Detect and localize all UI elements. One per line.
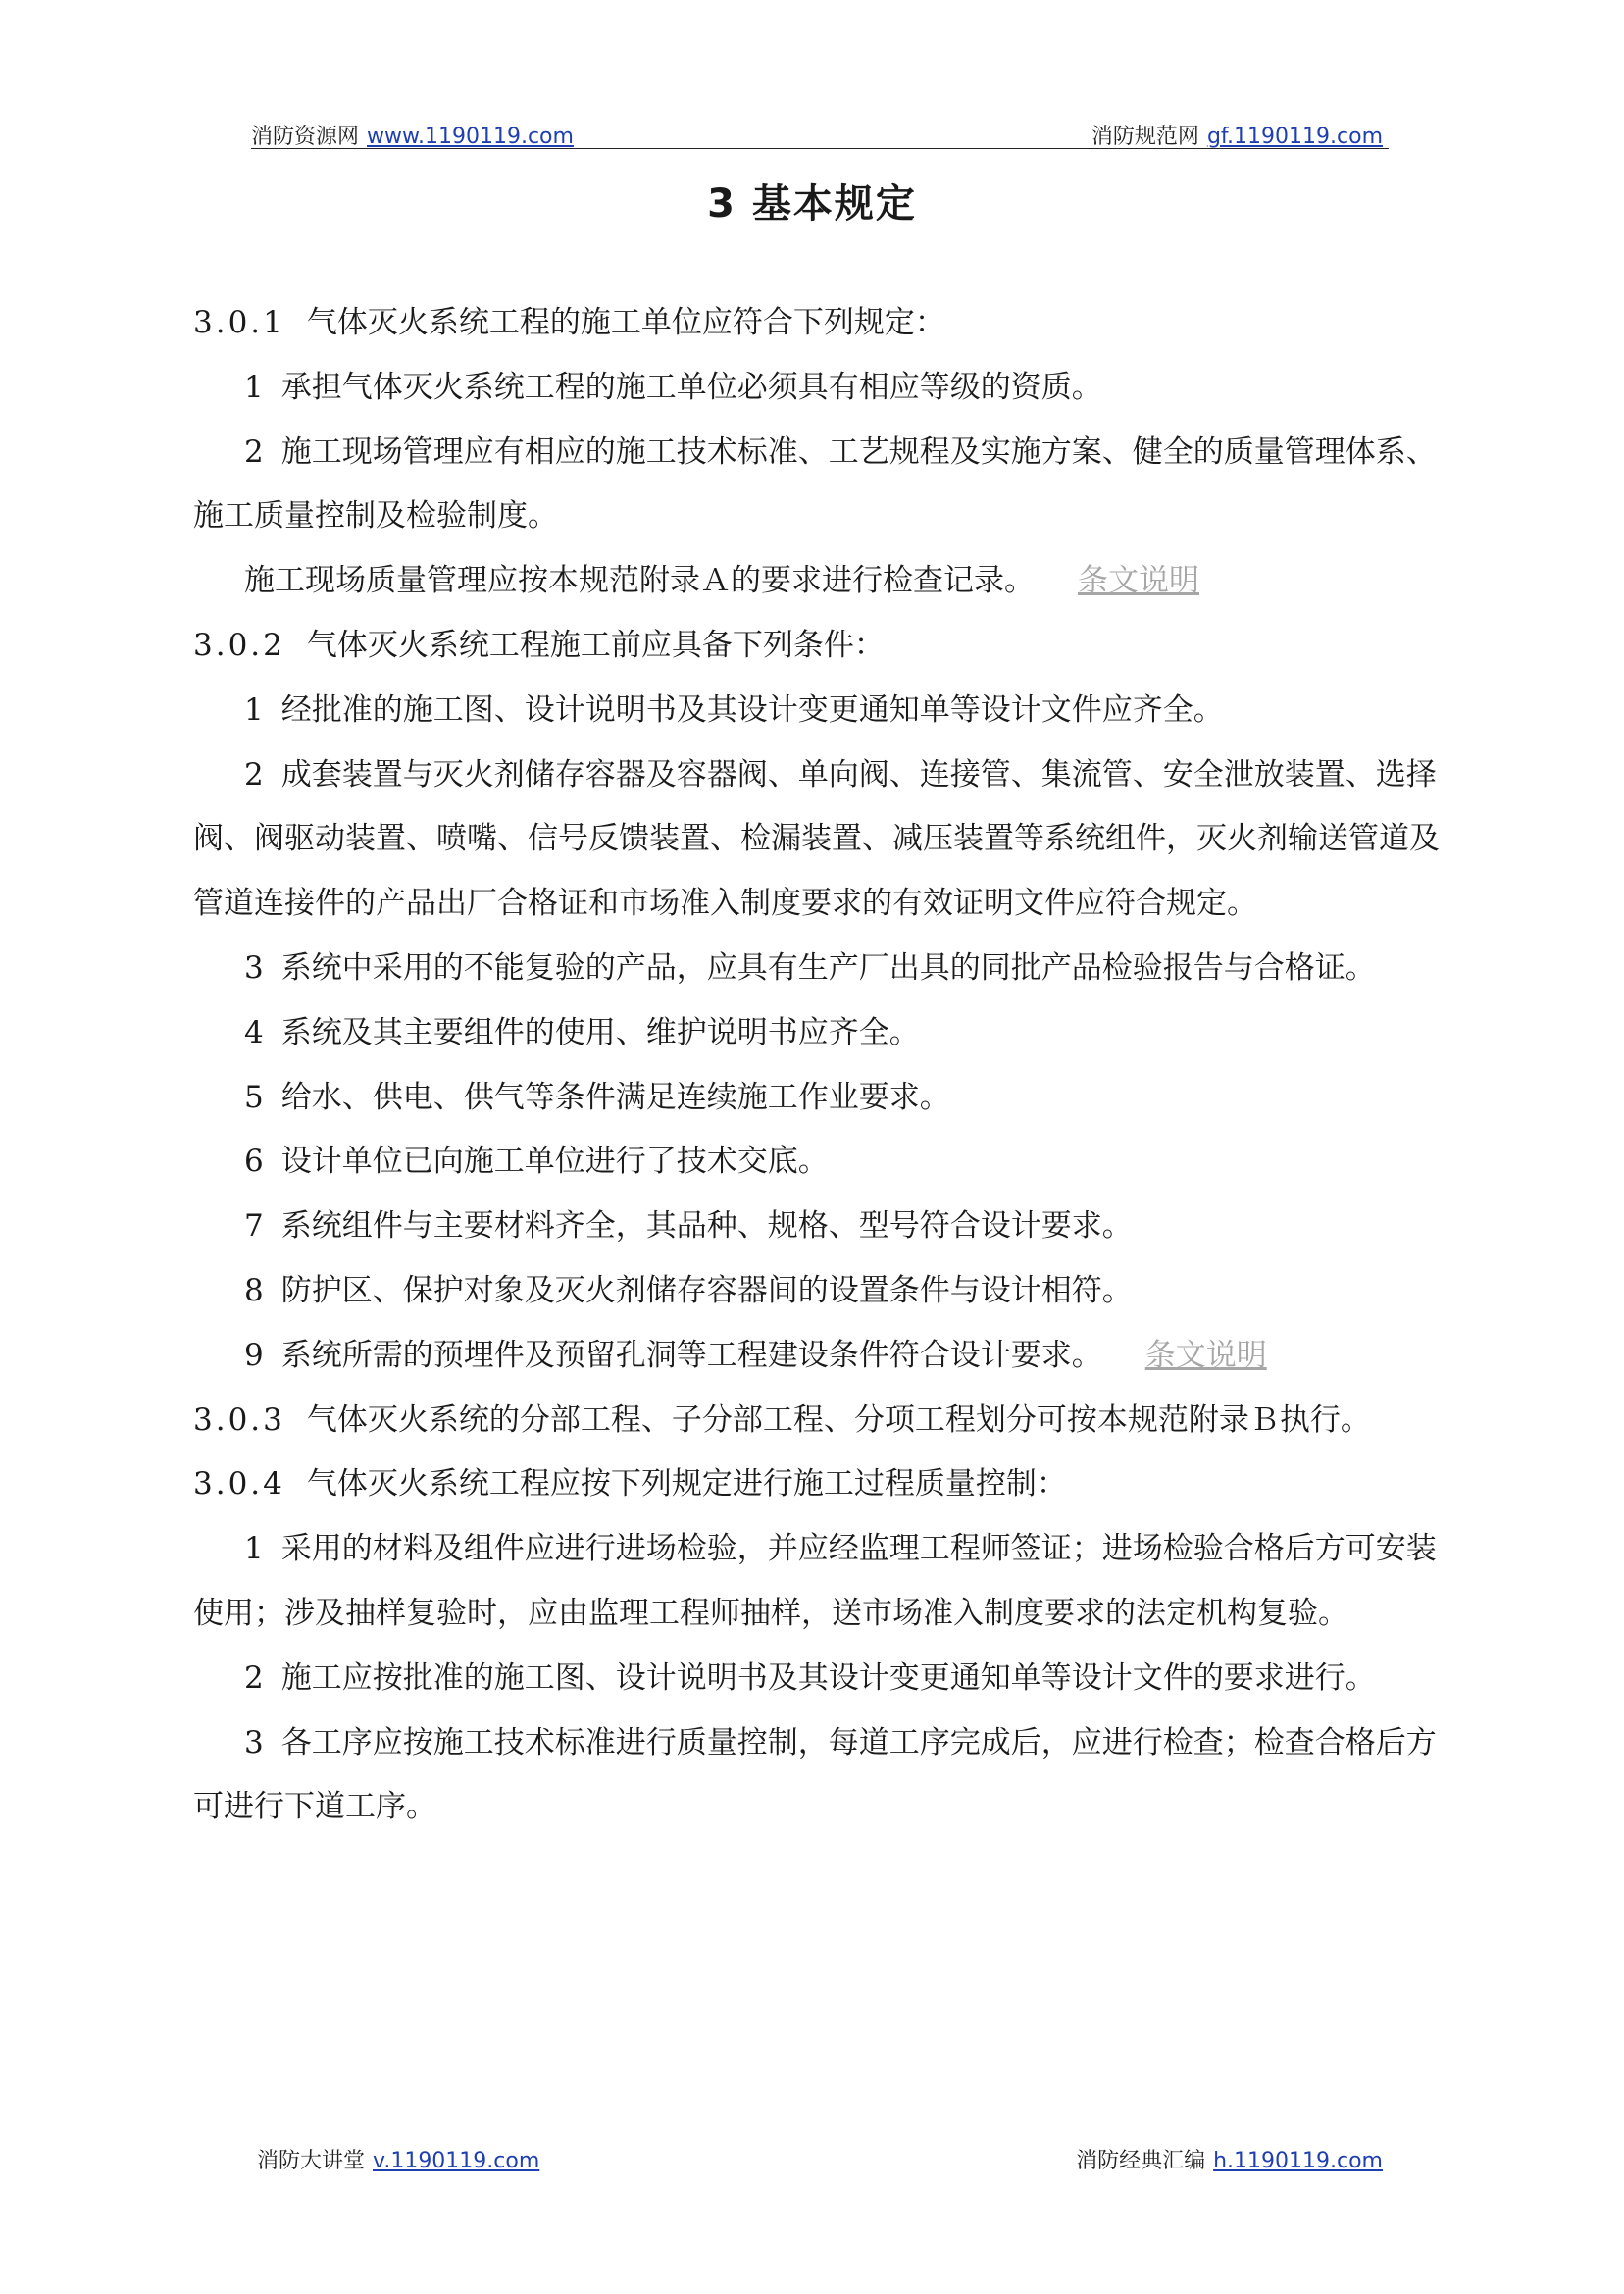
clause-3-0-1 [193,291,1448,356]
list-item [193,937,1448,1001]
clause-note-link[interactable]: 条文说明 [1078,563,1199,599]
item-text: 经批准的施工图、设计说明书及其设计变更通知单等设计文件应齐全。 [280,691,1224,728]
item-number: 1 [244,369,264,405]
page-header [0,120,1624,151]
item-text: 系统组件与主要材料齐全，其品种、规格、型号符合设计要求。 [280,1208,1133,1245]
page-footer [0,2144,1624,2175]
list-item [193,1130,1448,1195]
clause-text: 气体灭火系统工程的施工单位应符合下列规定： [306,305,945,340]
item-number: 3 [244,949,264,986]
list-item [193,1001,1448,1066]
item-text: 防护区、保护对象及灭火剂储存容器间的设置条件与设计相符。 [280,1272,1133,1308]
clause-3-0-3 [193,1389,1448,1453]
item-text: 设计单位已向施工单位进行了技术交底。 [280,1144,829,1180]
footer-left [257,2144,539,2174]
clause-number: 3.0.3 [193,1402,285,1438]
clause-number: 3.0.1 [193,305,285,340]
footer-left-link[interactable]: v.1190119.com [373,2149,540,2173]
list-item [193,1195,1448,1259]
item-text: 系统中采用的不能复验的产品，应具有生产厂出具的同批产品检验报告与合格证。 [280,949,1376,986]
item-text: 各工序应按施工技术标准进行质量控制，每道工序完成后，应进行检查；检查合格后方可进行下道工序。 [193,1724,1437,1825]
document-body [193,291,1448,1840]
list-item [193,743,1448,937]
item-number: 2 [244,756,264,792]
item-text: 成套装置与灭火剂储存容器及容器阀、单向阀、连接管、集流管、安全泄放装置、选择阀、阀驱动装置、喷嘴、信号反馈装置、检漏装置、减压装置等系统组件，灭火剂输送管道及管道连接件的产品出厂合格证和市场准入制度要求的有效证明文件应符合规定。 [193,756,1440,922]
footer-right-site-name: 消防经典汇编 [1076,2149,1206,2173]
clause-note-link[interactable]: 条文说明 [1144,1337,1267,1373]
clause-3-0-2 [193,614,1448,679]
clause-number: 3.0.4 [193,1466,285,1503]
item-text: 给水、供电、供气等条件满足连续施工作业要求。 [280,1079,950,1115]
footer-right [1076,2144,1383,2174]
header-left-site-name: 消防资源网 [251,125,360,149]
list-item [193,1324,1448,1389]
header-right-link[interactable]: gf.1190119.com [1206,125,1383,149]
item-number: 8 [244,1272,264,1308]
item-text: 施工现场管理应有相应的施工技术标准、工艺规程及实施方案、健全的质量管理体系、施工质量控制及检验制度。 [193,433,1437,535]
extra-text: 施工现场质量管理应按本规范附录Ａ的要求进行检查记录。 [244,563,1035,599]
item-number: 2 [244,433,264,470]
item-text: 承担气体灭火系统工程的施工单位必须具有相应等级的资质。 [280,369,1102,405]
list-item [193,1259,1448,1324]
list-item [193,356,1448,421]
clause-3-0-4 [193,1453,1448,1517]
clause-extra-paragraph [193,549,1448,614]
item-text: 系统所需的预埋件及预留孔洞等工程建设条件符合设计要求。 [280,1337,1102,1373]
item-text: 系统及其主要组件的使用、维护说明书应齐全。 [280,1014,920,1050]
list-item [193,1066,1448,1131]
item-text: 施工应按批准的施工图、设计说明书及其设计变更通知单等设计文件的要求进行。 [280,1659,1376,1696]
item-number: 5 [244,1079,264,1115]
page-title: 3 基本规定 [707,181,917,227]
header-right-site-name: 消防规范网 [1091,125,1199,149]
list-item [193,1711,1448,1841]
list-item [193,679,1448,743]
item-number: 4 [244,1014,264,1050]
list-item [193,1647,1448,1711]
footer-left-site-name: 消防大讲堂 [257,2149,366,2173]
item-number: 2 [244,1659,264,1696]
item-number: 6 [244,1144,264,1180]
header-left [251,120,574,150]
list-item [193,1517,1448,1647]
clause-number: 3.0.2 [193,627,285,663]
item-number: 7 [244,1208,264,1245]
header-right [1091,120,1383,150]
clause-text: 气体灭火系统工程施工前应具备下列条件： [306,627,885,663]
list-item [193,421,1448,550]
item-number: 1 [244,1531,264,1567]
clause-text: 气体灭火系统工程应按下列规定进行施工过程质量控制： [306,1466,1067,1503]
clause-text: 气体灭火系统的分部工程、子分部工程、分项工程划分可按本规范附录Ｂ执行。 [306,1402,1371,1438]
header-left-link[interactable]: www.1190119.com [367,125,574,149]
item-number: 1 [244,691,264,728]
item-number: 9 [244,1337,264,1373]
item-number: 3 [244,1724,264,1760]
header-divider [251,148,1389,149]
footer-right-link[interactable]: h.1190119.com [1213,2149,1383,2173]
item-text: 采用的材料及组件应进行进场检验，并应经监理工程师签证；进场检验合格后方可安装使用；涉及抽样复验时，应由监理工程师抽样，送市场准入制度要求的法定机构复验。 [193,1531,1437,1631]
